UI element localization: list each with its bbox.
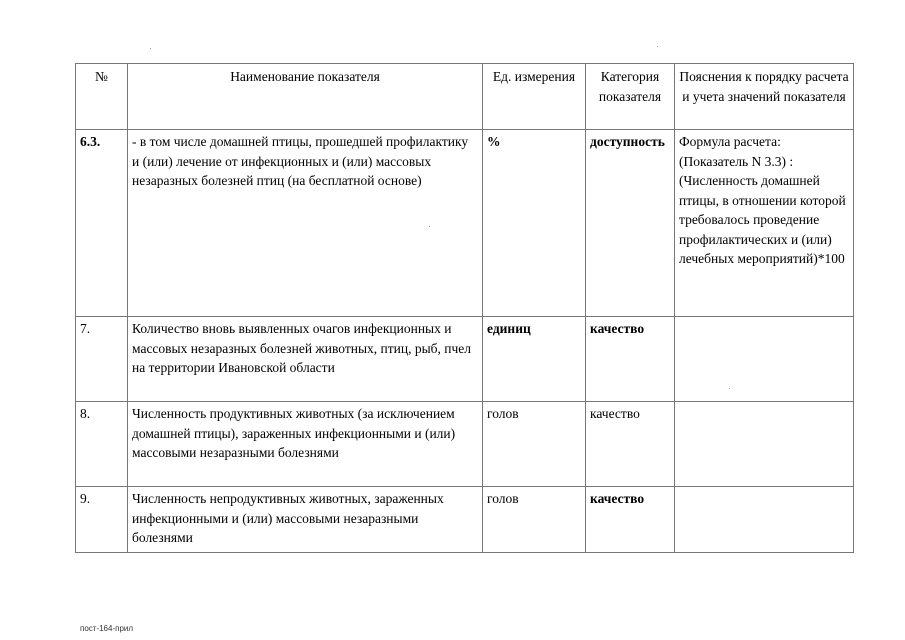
row-num: 9.: [76, 487, 128, 553]
row-unit: голов: [483, 487, 586, 553]
table-row: [76, 487, 854, 553]
row-name: Количество вновь выявленных очагов инфекционных и массовых незаразных болезней животных, птиц, рыб, пчел на территории Ивановской области: [128, 317, 483, 402]
header-explanation: Пояснения к порядку расчета и учета значений показателя: [675, 64, 854, 130]
indicators-table: [75, 63, 854, 553]
header-num: №: [76, 64, 128, 130]
row-name: Численность непродуктивных животных, зараженных инфекционными и (или) массовыми незаразными болезнями: [128, 487, 483, 553]
row-explanation: [675, 487, 854, 553]
row-unit: голов: [483, 402, 586, 487]
row-num: 6.3.: [76, 130, 128, 317]
row-category: качество: [586, 317, 675, 402]
footer-file-label: пост-164-прил: [80, 624, 134, 633]
row-num: 8.: [76, 402, 128, 487]
row-category: доступность: [586, 130, 675, 317]
header-name: Наименование показателя: [128, 64, 483, 130]
table-row: [76, 402, 854, 487]
row-name: - в том числе домашней птицы, прошедшей профилактику и (или) лечение от инфекционных и (или) массовых незаразных болезней птиц (на бесплатной основе): [128, 130, 483, 317]
table-row: [76, 130, 854, 317]
row-category: качество: [586, 402, 675, 487]
row-name: Численность продуктивных животных (за исключением домашней птицы), зараженных инфекционными и (или) массовыми незаразными болезнями: [128, 402, 483, 487]
row-num: 7.: [76, 317, 128, 402]
row-explanation: Формула расчета: (Показатель N 3.3) : (Численность домашней птицы, в отношении которой требовалось проведение профилактических и (или) лечебных мероприятий)*100: [675, 130, 854, 317]
header-unit: Ед. измерения: [483, 64, 586, 130]
row-unit: %: [483, 130, 586, 317]
row-explanation: [675, 402, 854, 487]
row-explanation: [675, 317, 854, 402]
table-row: [76, 317, 854, 402]
header-category: Категория показателя: [586, 64, 675, 130]
row-unit: единиц: [483, 317, 586, 402]
row-category: качество: [586, 487, 675, 553]
table-header-row: [76, 64, 854, 130]
